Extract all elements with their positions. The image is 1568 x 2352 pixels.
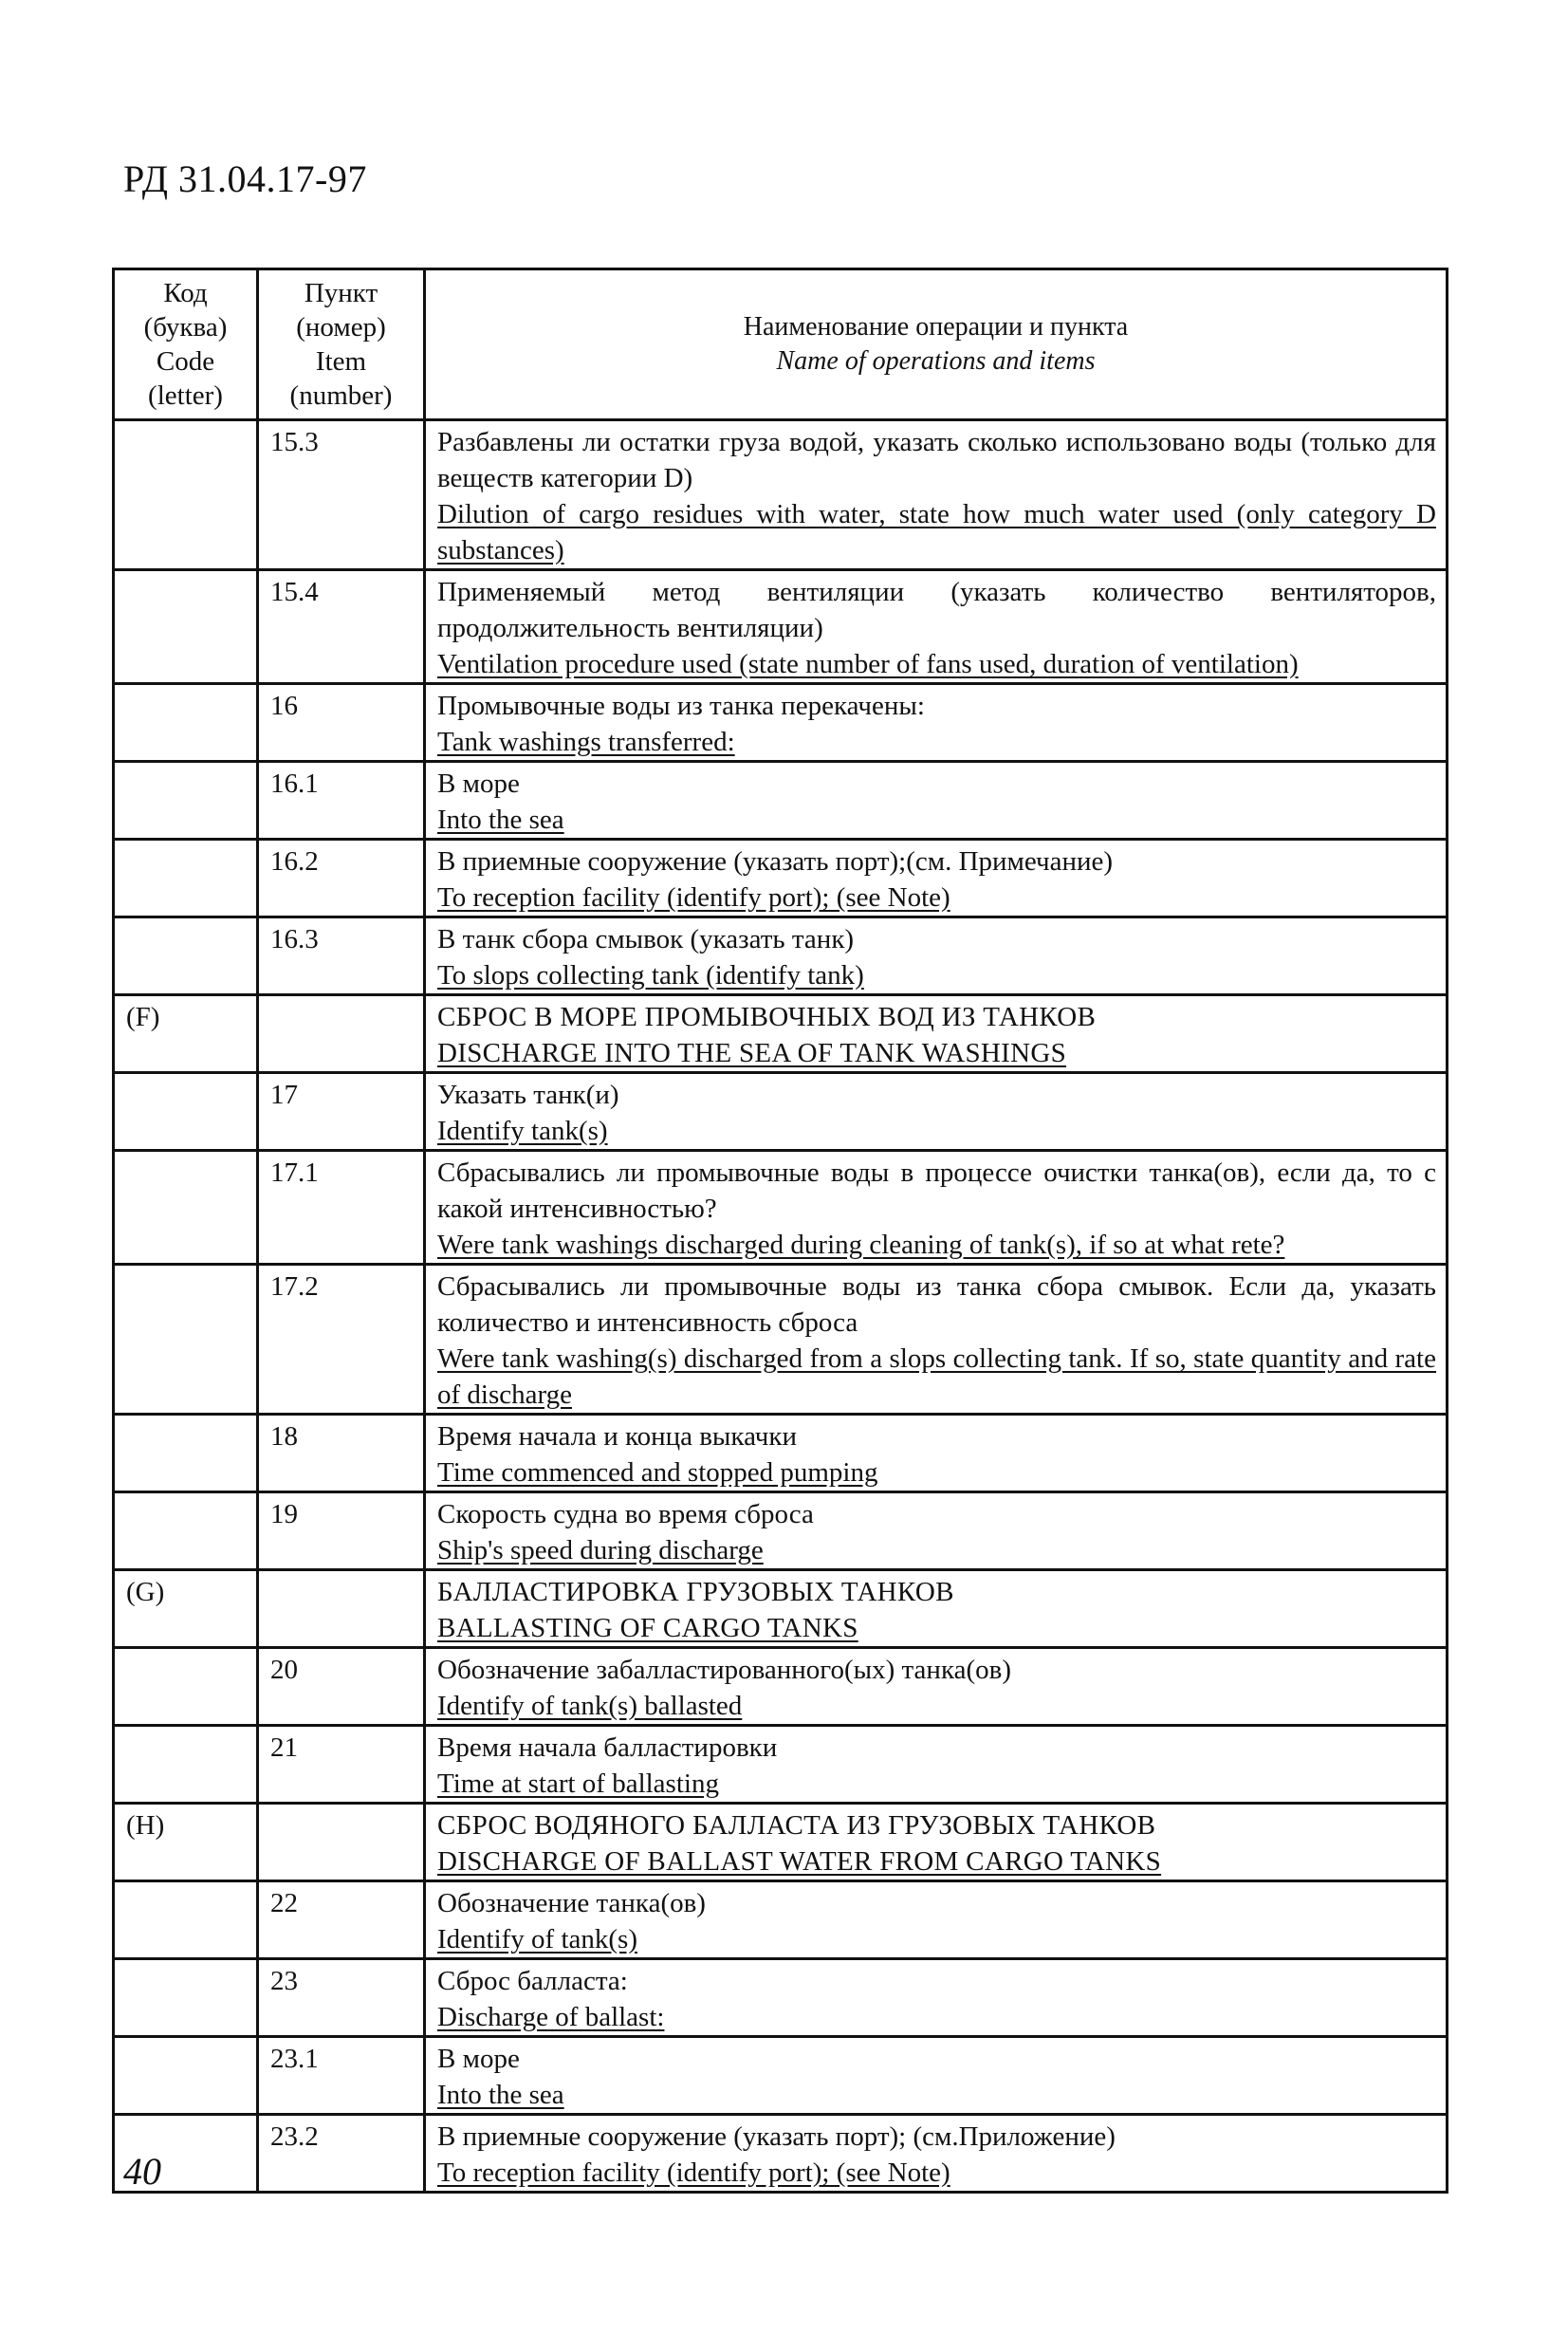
cell-code [114,1726,258,1804]
description-ru: Обозначение танка(ов) [437,1888,706,1918]
cell-code [114,1881,258,1959]
cell-code [114,1492,258,1570]
cell-description [425,420,1448,570]
table-row [114,840,1448,917]
description-ru: В приемные сооружение (указать порт);(см. Примечание) [437,846,1114,877]
cell-item-number: 17.1 [258,1151,425,1265]
operations-table [112,268,1448,2194]
description-ru: Разбавлены ли остатки груза водой, указать сколько использовано воды (только для веществ категории D) [437,427,1436,493]
description-en: DISCHARGE OF BALLAST WATER FROM CARGO TANKS [437,1846,1162,1877]
header-code: Код (буква) Code (letter) [114,269,258,420]
cell-item-number: 15.3 [258,420,425,570]
table-row [114,762,1448,840]
table-row [114,684,1448,762]
table-header-row [114,269,1448,420]
cell-code [114,1648,258,1726]
description-en: Time at start of ballasting [437,1769,719,1799]
cell-code: (F) [114,995,258,1073]
cell-description [425,1492,1448,1570]
description-en: Identify of tank(s) ballasted [437,1691,743,1721]
description-en: Identify tank(s) [437,1116,608,1146]
cell-description [425,1881,1448,1959]
table-row [114,995,1448,1073]
description-en: Time commenced and stopped pumping [437,1457,878,1488]
cell-item-number: 15.4 [258,570,425,684]
cell-item-number: 19 [258,1492,425,1570]
header-description-en: Name of operations and items [776,346,1096,376]
description-ru: В море [437,769,520,799]
description-en: Tank washings transferred: [437,727,735,757]
table-row [114,1151,1448,1265]
cell-code [114,420,258,570]
description-en: Into the sea [437,2080,564,2110]
description-en: DISCHARGE INTO THE SEA OF TANK WASHINGS [437,1038,1067,1068]
description-en: Discharge of ballast: [437,2002,665,2032]
cell-code [114,1265,258,1415]
header-description-ru: Наименование операции и пункта [743,312,1129,342]
description-en: To reception facility (identify port); (see Note) [437,882,950,913]
description-ru: СБРОС В МОРЕ ПРОМЫВОЧНЫХ ВОД ИЗ ТАНКОВ [437,1002,1097,1032]
description-en: Were tank washing(s) discharged from a slops collecting tank. If so, state quantity and rate of discharge [437,1343,1436,1410]
cell-description [425,2037,1448,2115]
page-number: 40 [123,2150,161,2193]
cell-item-number: 16.3 [258,917,425,995]
cell-item-number: 16.1 [258,762,425,840]
cell-code [114,1959,258,2037]
cell-code [114,917,258,995]
cell-description [425,917,1448,995]
cell-code: (H) [114,1804,258,1881]
description-ru: Промывочные воды из танка перекачены: [437,691,925,721]
cell-item-number: 21 [258,1726,425,1804]
description-ru: Время начала и конца выкачки [437,1421,797,1452]
description-en: BALLASTING OF CARGO TANKS [437,1613,858,1643]
description-ru: Применяемый метод вентиляции (указать количество вентиляторов, продолжительность вентиляции) [437,577,1436,643]
description-en: Were tank washings discharged during cleaning of tank(s), if so at what rete? [437,1230,1285,1260]
description-en: Ventilation procedure used (state number of fans used, duration of ventilation) [437,649,1299,679]
cell-code [114,1415,258,1492]
cell-description [425,1415,1448,1492]
cell-item-number [258,1804,425,1881]
description-en: Ship's speed during discharge [437,1535,764,1565]
description-ru: В море [437,2044,520,2074]
cell-code [114,762,258,840]
table-row [114,1073,1448,1151]
description-ru: Обозначение забалластированного(ых) танка(ов) [437,1655,1011,1685]
table-row [114,570,1448,684]
description-en: Into the sea [437,805,564,835]
cell-item-number: 23.2 [258,2115,425,2193]
cell-description [425,1265,1448,1415]
description-ru: Скорость судна во время сброса [437,1499,814,1529]
cell-code [114,684,258,762]
table-row [114,1726,1448,1804]
cell-item-number: 23 [258,1959,425,2037]
cell-code [114,570,258,684]
cell-description [425,840,1448,917]
header-item: Пункт (номер) Item (number) [258,269,425,420]
description-ru: В приемные сооружение (указать порт); (см.Приложение) [437,2121,1116,2152]
cell-description [425,1726,1448,1804]
cell-item-number: 20 [258,1648,425,1726]
table-row [114,917,1448,995]
table-row [114,2037,1448,2115]
description-ru: Указать танк(и) [437,1080,619,1110]
cell-description [425,1959,1448,2037]
table-row [114,2115,1448,2193]
cell-description [425,1804,1448,1881]
description-ru: Сброс балласта: [437,1966,628,1996]
table-body [114,420,1448,2193]
cell-item-number: 17.2 [258,1265,425,1415]
cell-item-number [258,995,425,1073]
description-ru: Сбрасывались ли промывочные воды из танка сбора смывок. Если да, указать количество и интенсивность сброса [437,1271,1436,1338]
cell-description [425,1648,1448,1726]
table-row [114,1415,1448,1492]
cell-item-number: 16 [258,684,425,762]
cell-code [114,1151,258,1265]
cell-description [425,1570,1448,1648]
cell-description [425,1073,1448,1151]
table-row [114,1804,1448,1881]
table-row [114,1265,1448,1415]
cell-description [425,762,1448,840]
description-en: To reception facility (identify port); (see Note) [437,2158,950,2188]
cell-code: (G) [114,1570,258,1648]
description-en: Identify of tank(s) [437,1924,637,1954]
description-ru: Сбрасывались ли промывочные воды в процессе очистки танка(ов), если да, то с какой интенсивностью? [437,1157,1436,1224]
cell-description [425,995,1448,1073]
cell-description [425,1151,1448,1265]
description-ru: Время начала балластировки [437,1732,778,1763]
cell-item-number: 18 [258,1415,425,1492]
cell-item-number: 22 [258,1881,425,1959]
description-ru: В танк сбора смывок (указать танк) [437,924,855,954]
header-description [425,269,1448,420]
description-en: To slops collecting tank (identify tank) [437,960,864,991]
table-row [114,420,1448,570]
cell-code [114,840,258,917]
cell-description [425,2115,1448,2193]
document-code: РД 31.04.17-97 [123,157,367,200]
table-row [114,1959,1448,2037]
cell-item-number: 16.2 [258,840,425,917]
description-ru: БАЛЛАСТИРОВКА ГРУЗОВЫХ ТАНКОВ [437,1577,954,1607]
cell-item-number: 17 [258,1073,425,1151]
description-ru: СБРОС ВОДЯНОГО БАЛЛАСТА ИЗ ГРУЗОВЫХ ТАНКОВ [437,1810,1156,1841]
cell-description [425,570,1448,684]
cell-item-number [258,1570,425,1648]
cell-code [114,2037,258,2115]
table-row [114,1648,1448,1726]
cell-description [425,684,1448,762]
table-row [114,1492,1448,1570]
table-row [114,1881,1448,1959]
description-en: Dilution of cargo residues with water, state how much water used (only category D substances) [437,499,1436,565]
cell-item-number: 23.1 [258,2037,425,2115]
table-row [114,1570,1448,1648]
cell-code [114,1073,258,1151]
